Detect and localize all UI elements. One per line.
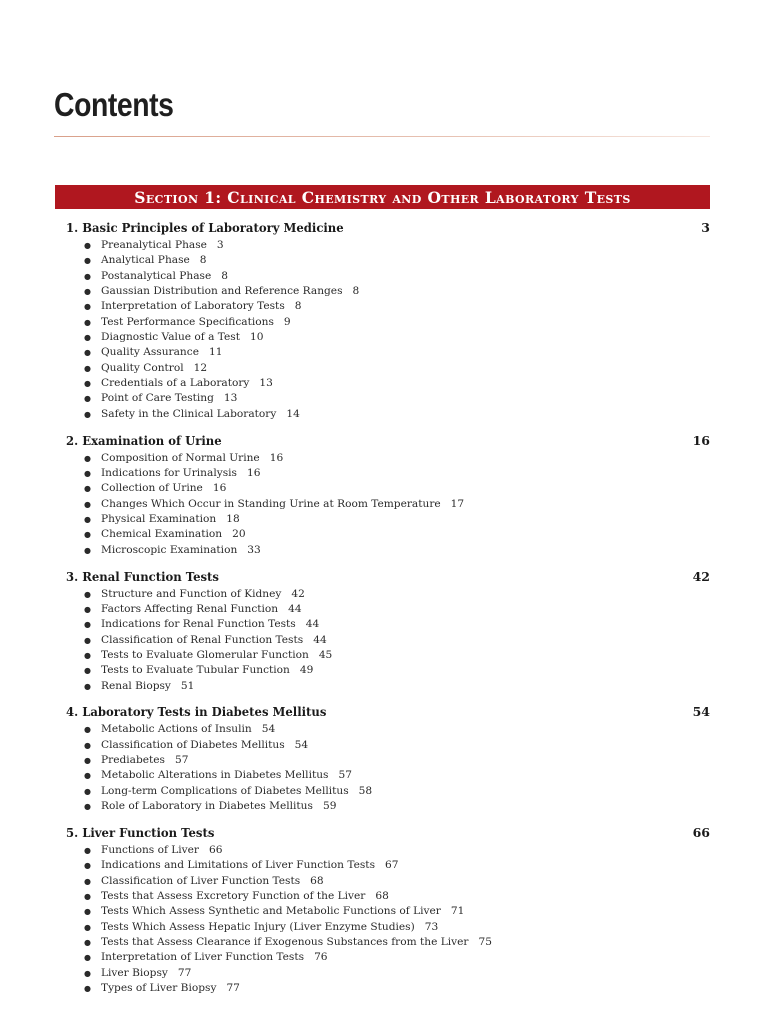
topic-page-number: 67: [385, 859, 399, 872]
chapter-entry: [66, 702, 710, 814]
topic-page-number: 13: [223, 392, 238, 405]
chapter-entry: [66, 567, 710, 694]
topic-title: Test Performance Specifications: [101, 315, 274, 328]
topic-entry[interactable]: [66, 481, 710, 496]
topic-title: Quality Control: [101, 361, 184, 374]
table-of-contents: [66, 218, 710, 1005]
bullet-icon: ●: [84, 892, 91, 902]
chapter-heading[interactable]: [66, 567, 710, 587]
topic-page-number: 76: [314, 951, 328, 964]
topic-entry[interactable]: [66, 768, 710, 783]
topic-page-number: 16: [212, 482, 227, 495]
topic-entry[interactable]: [66, 617, 710, 632]
topic-entry[interactable]: [66, 784, 710, 799]
topic-page-number: 16: [246, 466, 261, 479]
topic-title: Structure and Function of Kidney: [101, 587, 282, 600]
topic-title: Liver Biopsy: [101, 966, 168, 979]
topic-page-number: 14: [286, 407, 300, 420]
bullet-icon: ●: [84, 666, 91, 676]
topic-entry[interactable]: [66, 679, 710, 694]
topic-title: Role of Laboratory in Diabetes Mellitus: [101, 800, 313, 813]
topic-title: Indications and Limitations of Liver Function Tests: [101, 859, 376, 872]
topic-entry[interactable]: [66, 904, 710, 919]
topic-list: [66, 722, 710, 814]
topic-page-number: 71: [450, 905, 465, 918]
topic-entry[interactable]: [66, 843, 710, 858]
topic-title: Indications for Urinalysis: [101, 466, 237, 479]
topic-entry[interactable]: [66, 738, 710, 753]
topic-title: Physical Examination: [101, 513, 217, 525]
chapter-page-number: 42: [692, 568, 710, 584]
topic-entry[interactable]: [66, 648, 710, 663]
chapter-number: 1.: [66, 220, 79, 235]
chapter-entry: [66, 218, 710, 422]
topic-page-number: 57: [174, 754, 189, 767]
topic-page-number: 51: [180, 679, 195, 692]
chapter-title-text: Liver Function Tests: [82, 825, 215, 840]
topic-list: [66, 451, 710, 558]
bullet-icon: ●: [84, 922, 91, 932]
topic-title: Preanalytical Phase: [101, 239, 207, 251]
chapter-number: 4.: [66, 704, 79, 720]
topic-page-number: 45: [318, 648, 333, 661]
topic-entry[interactable]: [66, 376, 710, 391]
chapter-title-text: Laboratory Tests in Diabetes Mellitus: [82, 704, 327, 720]
topic-entry[interactable]: [66, 466, 710, 481]
topic-page-number: 3: [216, 239, 224, 251]
bullet-icon: ●: [84, 876, 91, 886]
topic-entry[interactable]: [66, 663, 710, 678]
bullet-icon: ●: [84, 484, 91, 494]
bullet-icon: ●: [84, 499, 91, 509]
topic-title: Diagnostic Value of a Test: [101, 331, 240, 344]
topic-page-number: 73: [424, 920, 439, 933]
topic-title: Long-term Complications of Diabetes Mellitus: [101, 784, 349, 797]
bullet-icon: ●: [84, 635, 91, 645]
topic-page-number: 75: [478, 936, 492, 949]
topic-entry[interactable]: [66, 602, 710, 617]
topic-entry[interactable]: [66, 299, 710, 314]
topic-entry[interactable]: [66, 981, 710, 996]
topic-title: Tests that Assess Clearance if Exogenous Substances from the Liver: [101, 936, 469, 949]
title-divider: [54, 136, 710, 137]
chapter-entry: [66, 431, 710, 558]
topic-page-number: 17: [450, 497, 465, 510]
topic-page-number: 49: [299, 664, 314, 677]
bullet-icon: ●: [84, 604, 91, 614]
page-title: Contents: [54, 86, 174, 123]
chapter-page-number: 54: [692, 704, 710, 720]
bullet-icon: ●: [84, 786, 91, 796]
topic-page-number: 8: [352, 285, 360, 298]
bullet-icon: ●: [84, 271, 91, 281]
bullet-icon: ●: [84, 756, 91, 766]
topic-page-number: 68: [310, 874, 324, 887]
topic-entry[interactable]: [66, 722, 710, 737]
bullet-icon: ●: [84, 846, 91, 855]
chapter-title: [66, 567, 219, 587]
chapter-entry: [66, 823, 710, 996]
chapter-title-text: Examination of Urine: [82, 432, 222, 448]
topic-title: Gaussian Distribution and Reference Ranges: [101, 285, 343, 298]
topic-title: Collection of Urine: [101, 482, 203, 495]
topic-page-number: 44: [288, 602, 302, 615]
topic-title: Point of Care Testing: [101, 392, 214, 405]
topic-entry[interactable]: [66, 543, 710, 558]
topic-entry[interactable]: [66, 451, 710, 466]
topic-page-number: 54: [294, 738, 309, 751]
bullet-icon: ●: [84, 938, 91, 948]
bullet-icon: ●: [84, 333, 91, 343]
topic-page-number: 59: [322, 800, 337, 813]
bullet-icon: ●: [84, 589, 91, 599]
topic-page-number: 44: [305, 618, 320, 631]
bullet-icon: ●: [84, 681, 91, 691]
bullet-icon: ●: [84, 515, 91, 524]
topic-entry[interactable]: [66, 253, 710, 268]
topic-page-number: 18: [226, 513, 240, 525]
topic-page-number: 33: [247, 543, 261, 556]
bullet-icon: ●: [84, 394, 91, 404]
topic-page-number: 57: [338, 769, 352, 782]
chapter-number: 2.: [66, 432, 79, 448]
topic-page-number: 8: [199, 254, 207, 267]
topic-entry[interactable]: [66, 345, 710, 360]
bullet-icon: ●: [84, 453, 91, 463]
bullet-icon: ●: [84, 241, 91, 250]
chapter-heading[interactable]: [66, 823, 710, 843]
chapter-page-number: 3: [701, 220, 710, 235]
topic-entry[interactable]: [66, 330, 710, 345]
bullet-icon: ●: [84, 771, 91, 781]
topic-entry[interactable]: [66, 753, 710, 768]
topic-page-number: 12: [193, 361, 208, 374]
topic-title: Microscopic Examination: [101, 543, 238, 556]
topic-entry[interactable]: [66, 935, 710, 950]
topic-list: [66, 843, 710, 996]
bullet-icon: ●: [84, 740, 91, 750]
chapter-number: 3.: [66, 568, 79, 584]
topic-entry[interactable]: [66, 407, 710, 422]
bullet-icon: ●: [84, 317, 91, 327]
topic-entry[interactable]: [66, 497, 710, 512]
bullet-icon: ●: [84, 468, 91, 478]
topic-entry[interactable]: [66, 315, 710, 330]
topic-entry[interactable]: [66, 920, 710, 935]
bullet-icon: ●: [84, 953, 91, 963]
chapter-heading[interactable]: [66, 702, 710, 722]
topic-title: Functions of Liver: [101, 844, 199, 856]
bullet-icon: ●: [84, 545, 91, 555]
chapter-number: 5.: [66, 825, 79, 840]
topic-page-number: 44: [313, 633, 327, 646]
bullet-icon: ●: [84, 861, 91, 871]
topic-entry[interactable]: [66, 587, 710, 602]
topic-title: Classification of Liver Function Tests: [101, 874, 301, 887]
topic-entry[interactable]: [66, 799, 710, 814]
topic-page-number: 20: [232, 528, 246, 541]
bullet-icon: ●: [84, 363, 91, 373]
topic-title: Quality Assurance: [101, 346, 199, 359]
topic-title: Tests to Evaluate Tubular Function: [101, 664, 290, 677]
topic-entry[interactable]: [66, 269, 710, 284]
topic-title: Tests Which Assess Synthetic and Metabolic Functions of Liver: [101, 905, 441, 918]
topic-title: Tests to Evaluate Glomerular Function: [101, 648, 309, 661]
topic-page-number: 16: [269, 451, 284, 464]
topic-page-number: 8: [294, 300, 302, 313]
topic-title: Chemical Examination: [101, 528, 223, 541]
section-title: Section 1: Clinical Chemistry and Other Laboratory Tests: [134, 187, 631, 207]
topic-entry[interactable]: [66, 512, 710, 527]
topic-entry[interactable]: [66, 284, 710, 299]
topic-title: Metabolic Actions of Insulin: [101, 723, 252, 736]
topic-entry[interactable]: [66, 633, 710, 648]
topic-page-number: 77: [226, 982, 240, 995]
topic-entry[interactable]: [66, 950, 710, 965]
topic-page-number: 9: [283, 315, 291, 328]
topic-title: Prediabetes: [101, 754, 165, 767]
chapter-title: [66, 218, 344, 238]
bullet-icon: ●: [84, 287, 91, 297]
topic-page-number: 42: [291, 587, 305, 600]
topic-entry[interactable]: [66, 527, 710, 542]
bullet-icon: ●: [84, 530, 91, 540]
bullet-icon: ●: [84, 968, 91, 978]
topic-page-number: 54: [261, 723, 276, 736]
topic-entry[interactable]: [66, 391, 710, 406]
topic-title: Interpretation of Laboratory Tests: [101, 300, 285, 313]
topic-entry[interactable]: [66, 858, 710, 873]
topic-title: Factors Affecting Renal Function: [101, 602, 279, 615]
topic-page-number: 77: [177, 966, 192, 979]
bullet-icon: ●: [84, 379, 91, 389]
topic-page-number: 68: [375, 890, 389, 903]
topic-title: Postanalytical Phase: [101, 269, 212, 282]
bullet-icon: ●: [84, 348, 91, 358]
chapter-title-text: Renal Function Tests: [82, 568, 219, 584]
topic-title: Classification of Diabetes Mellitus: [101, 738, 285, 751]
topic-list: [66, 587, 710, 694]
topic-page-number: 66: [209, 844, 223, 856]
section-banner: [55, 185, 710, 209]
bullet-icon: ●: [84, 620, 91, 630]
topic-title: Analytical Phase: [101, 254, 190, 267]
topic-entry[interactable]: [66, 874, 710, 889]
bullet-icon: ●: [84, 725, 91, 735]
topic-page-number: 10: [249, 331, 264, 344]
bullet-icon: ●: [84, 302, 91, 312]
chapter-heading[interactable]: [66, 431, 710, 451]
topic-title: Metabolic Alterations in Diabetes Mellitus: [101, 769, 329, 782]
chapter-title: [66, 702, 326, 722]
topic-title: Renal Biopsy: [101, 679, 171, 692]
bullet-icon: ●: [84, 802, 91, 812]
bullet-icon: ●: [84, 256, 91, 266]
topic-entry[interactable]: [66, 966, 710, 981]
topic-title: Types of Liver Biopsy: [101, 982, 217, 995]
topic-title: Interpretation of Liver Function Tests: [101, 951, 305, 964]
chapter-title: [66, 823, 214, 843]
topic-entry[interactable]: [66, 361, 710, 376]
topic-title: Safety in the Clinical Laboratory: [101, 407, 277, 420]
topic-page-number: 11: [208, 346, 223, 359]
chapter-heading[interactable]: [66, 218, 710, 238]
chapter-page-number: 66: [692, 825, 710, 840]
topic-title: Changes Which Occur in Standing Urine at Room Temperature: [101, 497, 441, 510]
bullet-icon: ●: [84, 984, 91, 994]
topic-entry[interactable]: [66, 238, 710, 253]
topic-entry[interactable]: [66, 889, 710, 904]
chapter-title-text: Basic Principles of Laboratory Medicine: [82, 220, 344, 235]
chapter-page-number: 16: [692, 432, 710, 448]
topic-title: Tests Which Assess Hepatic Injury (Liver Enzyme Studies): [101, 920, 415, 933]
bullet-icon: ●: [84, 907, 91, 917]
topic-title: Credentials of a Laboratory: [101, 377, 250, 390]
topic-title: Classification of Renal Function Tests: [101, 633, 304, 646]
topic-list: [66, 238, 710, 422]
topic-title: Composition of Normal Urine: [101, 451, 260, 464]
bullet-icon: ●: [84, 409, 91, 419]
topic-page-number: 8: [221, 269, 228, 282]
topic-title: Tests that Assess Excretory Function of the Liver: [101, 890, 366, 903]
bullet-icon: ●: [84, 650, 91, 660]
topic-page-number: 58: [358, 784, 373, 797]
topic-title: Indications for Renal Function Tests: [101, 618, 296, 631]
chapter-title: [66, 431, 222, 451]
topic-page-number: 13: [259, 377, 273, 390]
